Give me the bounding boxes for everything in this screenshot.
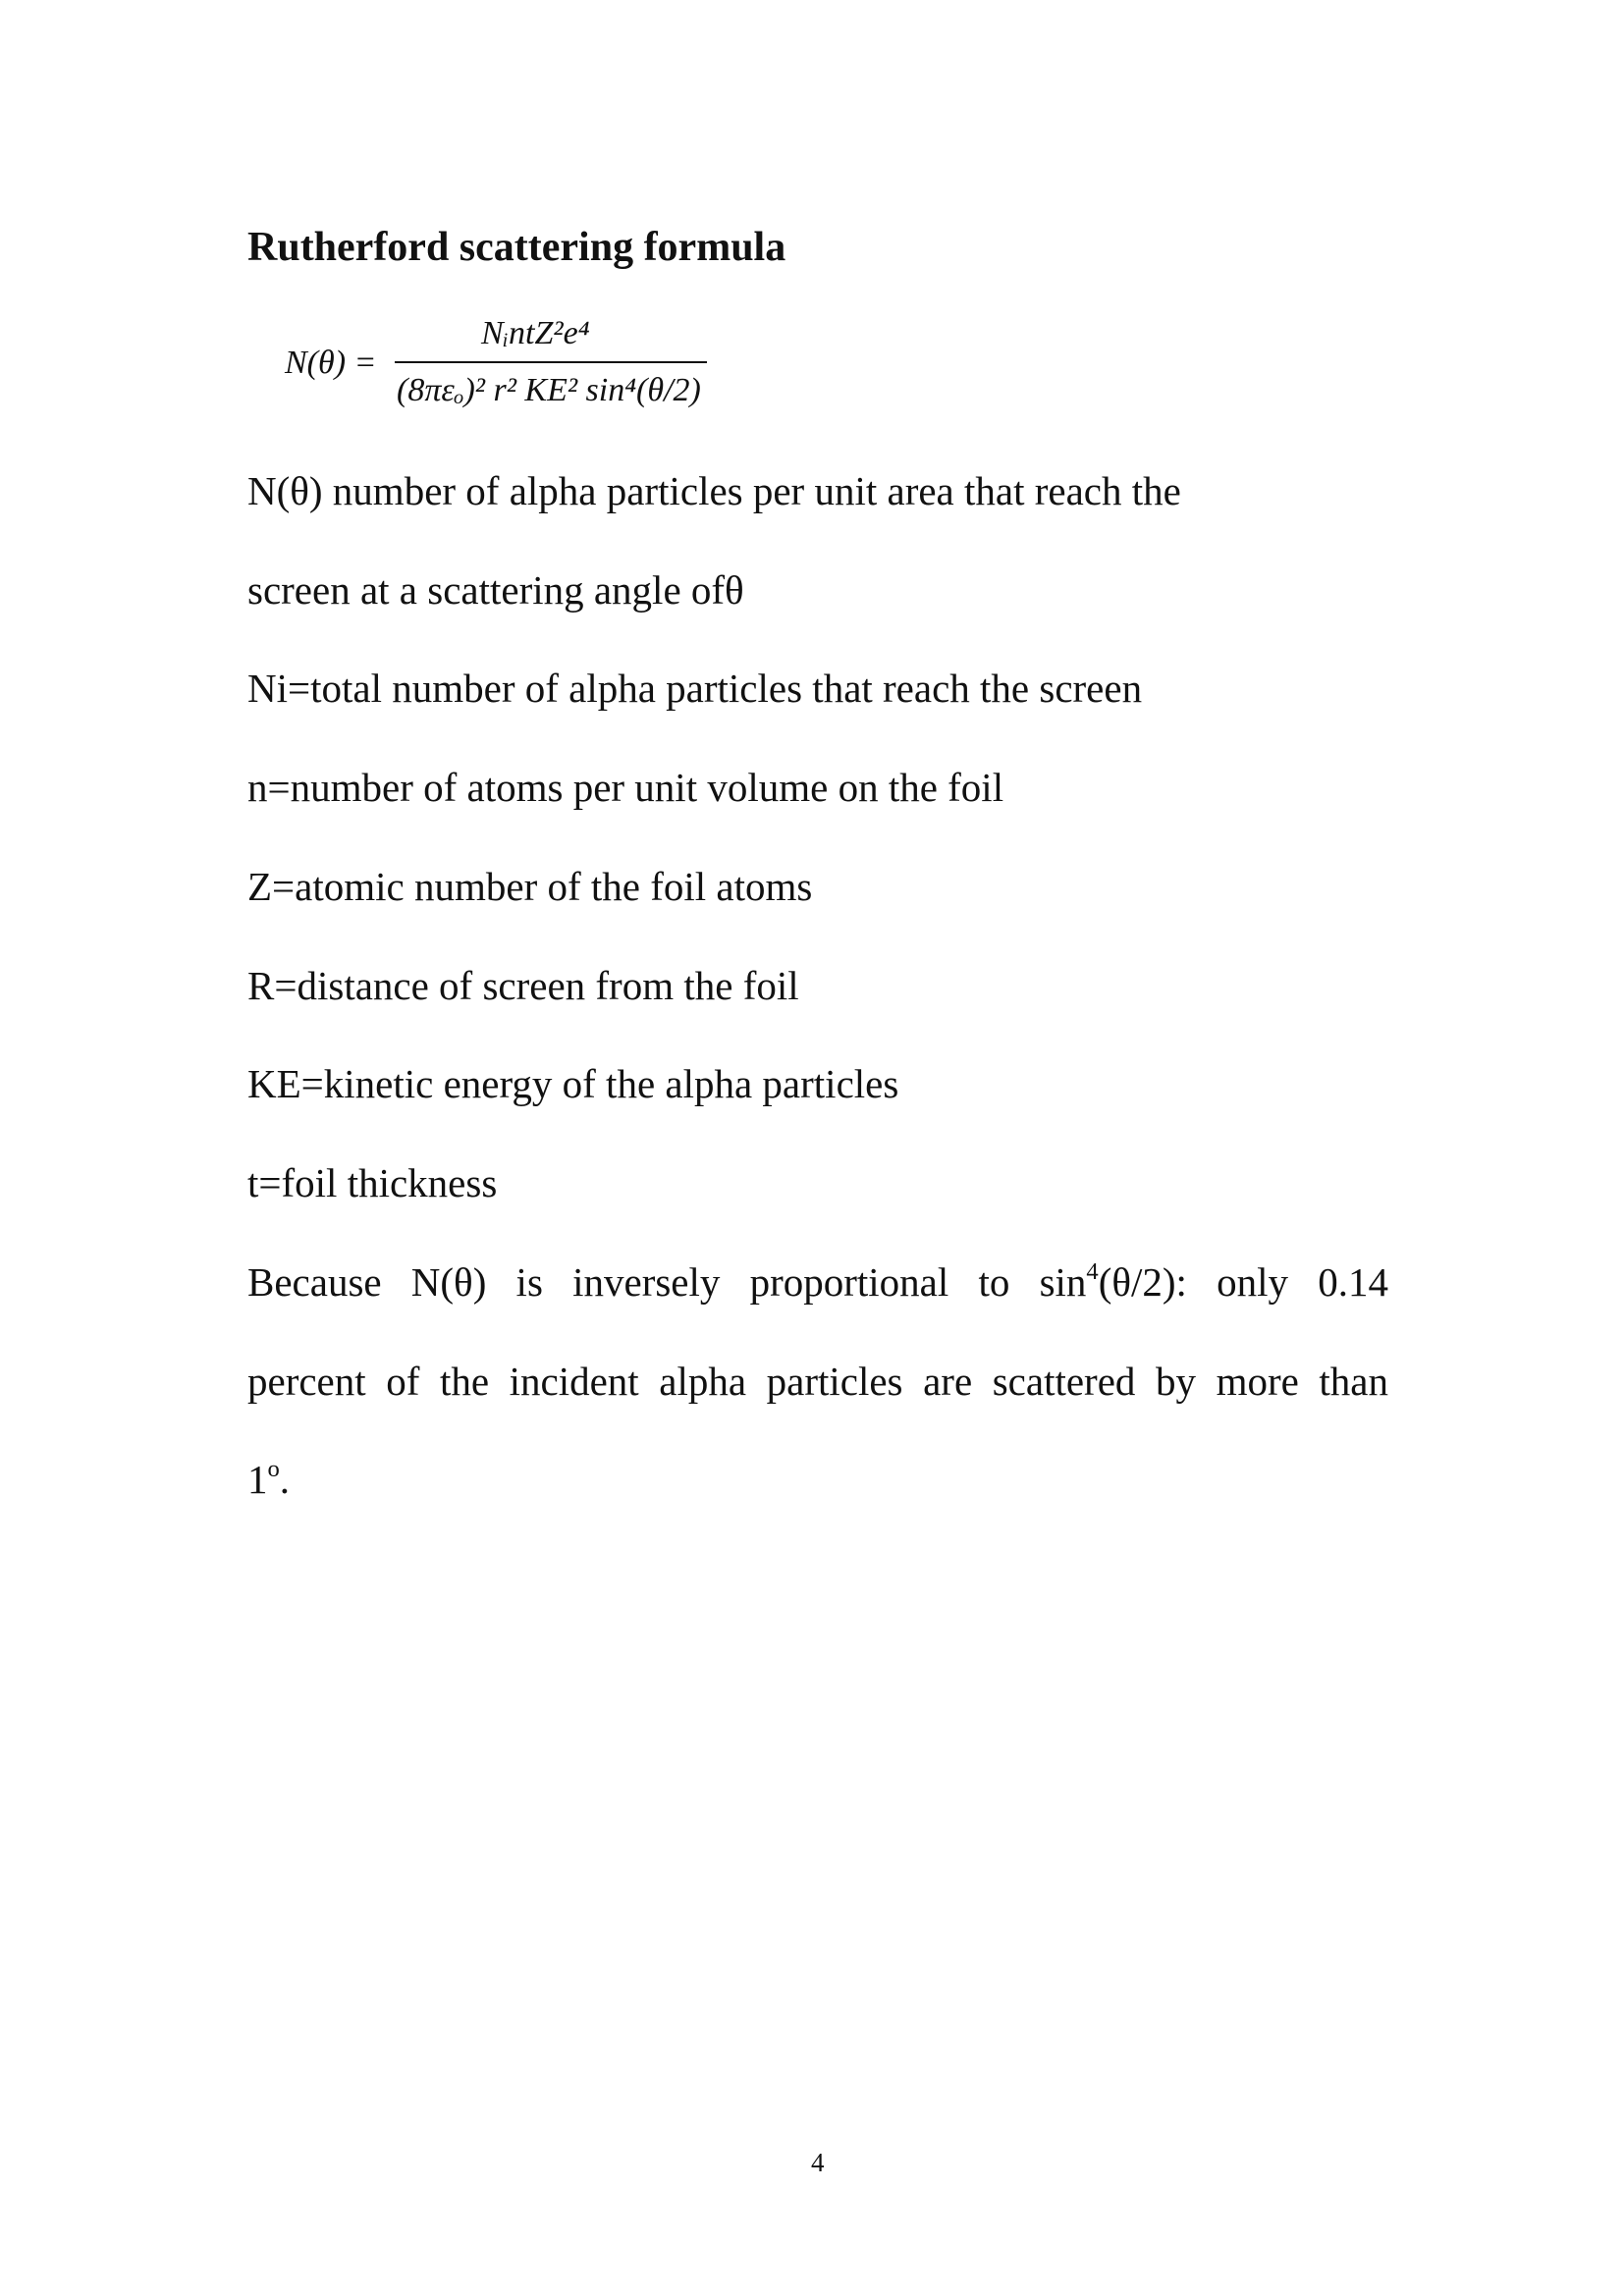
definition-line: Z=atomic number of the foil atoms: [247, 864, 813, 909]
rutherford-formula: [285, 309, 717, 437]
definition-line: N(θ) number of alpha particles per unit area that reach the: [247, 468, 1181, 513]
definition-line: t=foil thickness: [247, 1160, 498, 1205]
section-title: Rutherford scattering formula: [247, 225, 786, 270]
definition-line: R=distance of screen from the foil: [247, 963, 799, 1008]
definition-line: screen at a scattering angle ofθ: [247, 567, 744, 613]
fraction-bar: [395, 361, 707, 363]
text: .: [279, 1457, 291, 1502]
definition-line: Ni=total number of alpha particles that reach the screen: [247, 666, 1143, 711]
definition-line: KE=kinetic energy of the alpha particles: [247, 1061, 899, 1106]
superscript: 4: [1086, 1257, 1099, 1285]
definition-line: n=number of atoms per unit volume on the foil: [247, 765, 1004, 810]
text: 1: [247, 1457, 268, 1502]
text: Because N(θ) is inversely proportional to sin: [247, 1259, 1087, 1305]
formula-lhs: N(θ) =: [285, 345, 377, 381]
text: (θ/2): only 0.14: [1098, 1259, 1388, 1305]
formula-denominator: (8πεₒ)² r² KE² sin⁴(θ/2): [397, 372, 701, 408]
degree-superscript: o: [267, 1455, 280, 1482]
paragraph-line: [247, 1455, 291, 1502]
paragraph-line: [247, 1257, 1388, 1305]
paragraph-line: percent of the incident alpha particles are scattered by more than: [247, 1359, 1388, 1404]
page-number: 4: [811, 2148, 825, 2177]
formula-numerator: NᵢntZ²e⁴: [481, 315, 590, 351]
